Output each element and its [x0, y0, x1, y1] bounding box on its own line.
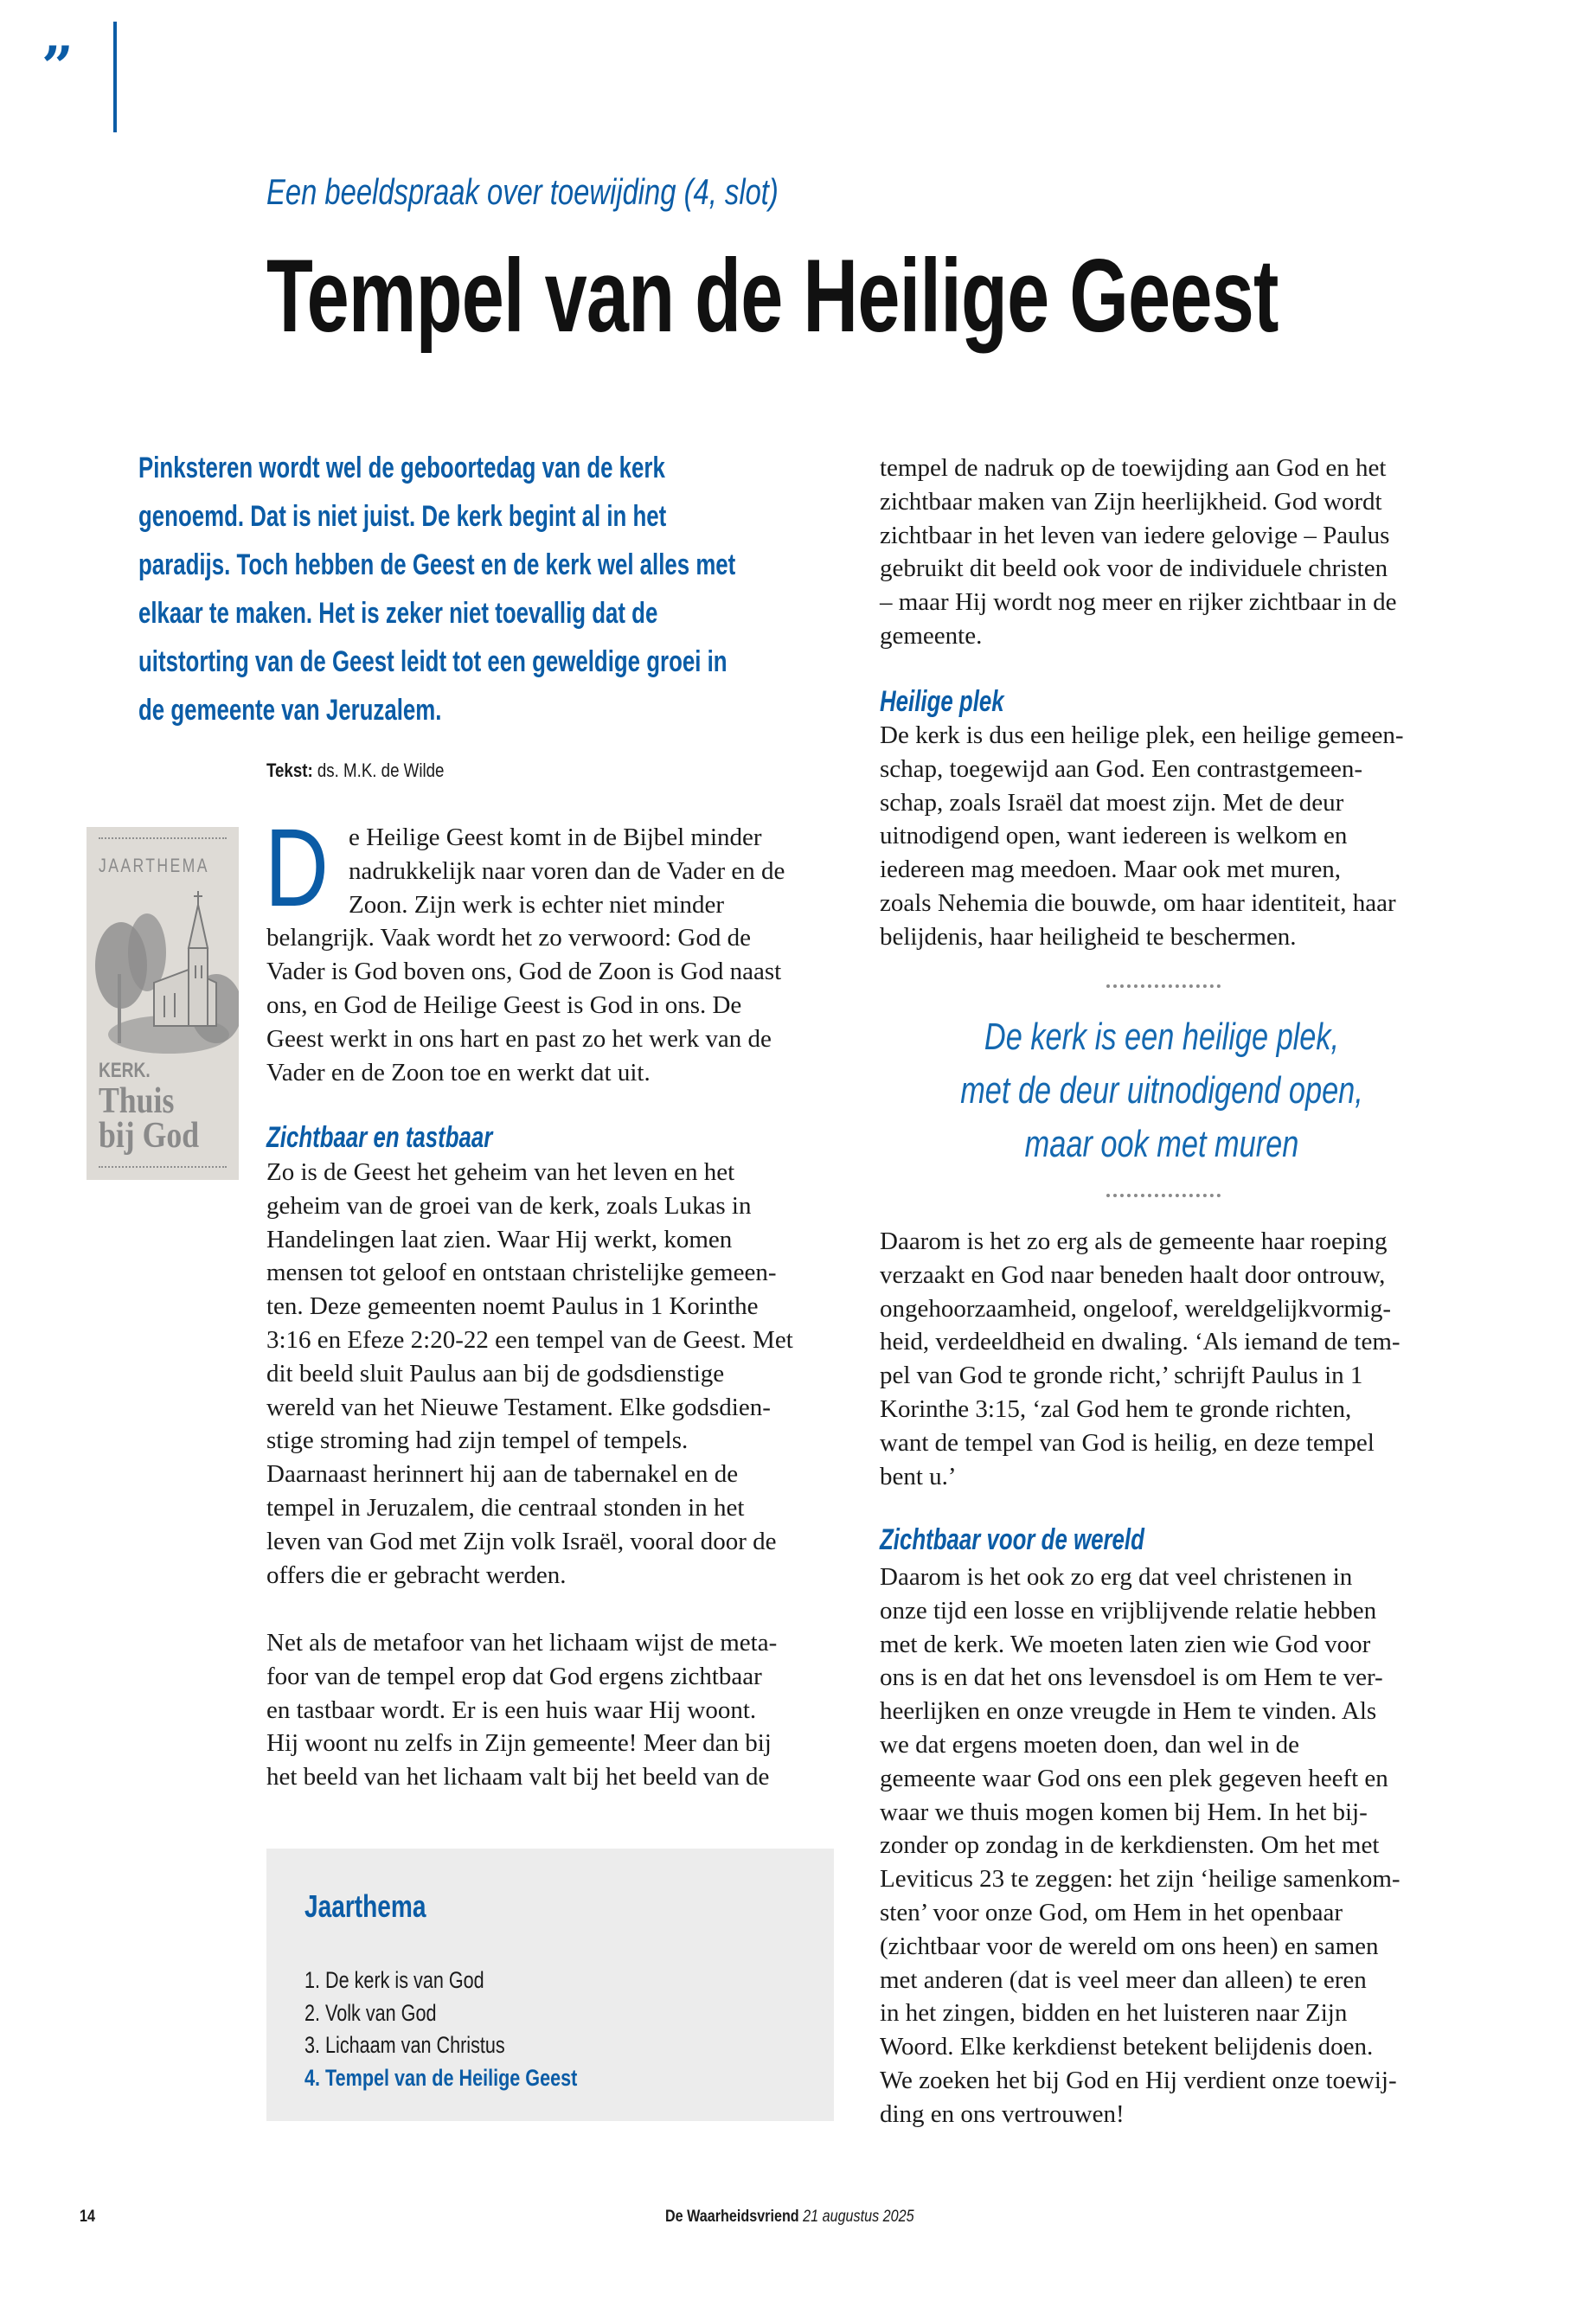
body-paragraph	[880, 719, 1404, 954]
text-line: waar we thuis mogen komen bij Hem. In het bij-	[880, 1798, 1368, 1826]
text-line: 3:16 en Efeze 2:20-22 een tempel van de Geest. Met	[266, 1325, 793, 1354]
article-subtitle: Een beeldspraak over toewijding (4, slot)	[266, 171, 779, 212]
text-line: ongehoorzaamheid, ongeloof, wereldgelijkvormig-	[880, 1294, 1392, 1323]
text-line: geheim van de groei van de kerk, zoals Lukas in	[266, 1191, 752, 1220]
text-line: wereld van het Nieuwe Testament. Elke godsdien-	[266, 1393, 771, 1421]
text-line: belangrijk. Vaak wordt het zo verwoord: God de	[266, 924, 751, 952]
text-line: want de tempel van God is heilig, en deze tempel	[880, 1428, 1375, 1457]
text-line: Net als de metafoor van het lichaam wijst de meta-	[266, 1629, 778, 1657]
text-line: stige stroming had zijn tempel of tempels.	[266, 1426, 689, 1455]
text-line: zonder op zondag in de kerkdiensten. Om het met	[880, 1831, 1380, 1860]
text-line: Handelingen laat zien. Waar Hij werkt, komen	[266, 1225, 733, 1253]
text-line: ten. Deze gemeenten noemt Paulus in 1 Korinthe	[266, 1292, 759, 1321]
pullquote-divider-bottom	[1106, 1194, 1221, 1197]
text-line: e Heilige Geest komt in de Bijbel minder	[349, 824, 762, 851]
text-line: foor van de tempel erop dat God ergens zichtbaar	[266, 1662, 762, 1690]
series-badge-label: JAARTHEMA	[99, 855, 209, 876]
series-overview-list	[304, 1965, 645, 2094]
text-line: iedereen mag meedoen. Maar ook met muren,	[880, 856, 1342, 884]
header-divider	[113, 22, 117, 132]
text-line: dit beeld sluit Paulus aan bij de godsdienstige	[266, 1359, 725, 1388]
text-line: heid, verdeeldheid en dwaling. ‘Als iemand de tem-	[880, 1328, 1401, 1356]
body-paragraph	[880, 452, 1397, 653]
text-line: met de kerk. We moeten laten zien wie God voor	[880, 1630, 1371, 1658]
text-line: gebruikt dit beeld ook voor de individuele christen	[880, 554, 1388, 583]
text-line: Korinthe 3:15, ‘zal God hem te gronde richten,	[880, 1394, 1352, 1423]
text-line: Woord. Elke kerkdienst betekent belijdenis doen.	[880, 2033, 1374, 2061]
text-line: zoals Nehemia die bouwde, om haar identiteit, haar	[880, 888, 1396, 917]
body-paragraph	[266, 1156, 793, 1592]
series-badge-line1: Thuis	[99, 1081, 175, 1121]
text-line: zichtbaar maken van Zijn heerlijkheid. God wordt	[880, 487, 1382, 516]
text-line: nadrukkelijk naar voren dan de Vader en de	[349, 856, 785, 885]
text-line: elkaar te maken. Het is zeker niet toevallig dat de	[138, 597, 658, 630]
body-paragraph	[880, 1225, 1401, 1493]
text-line: Daarom is het ook zo erg dat veel christenen in	[880, 1563, 1353, 1591]
text-line: sten’ voor onze God, om Hem in het openbaar	[880, 1898, 1343, 1926]
drop-cap: D	[265, 806, 329, 930]
pull-quote	[902, 1010, 1421, 1171]
text-line: tempel in Jeruzalem, die centraal stonden in het	[266, 1493, 745, 1522]
text-line: onze tijd een losse en vrijblijvende relatie hebben	[880, 1596, 1377, 1625]
series-item: 3. Lichaam van Christus	[304, 2032, 505, 2058]
series-item: 1. De kerk is van God	[304, 1967, 484, 1993]
text-line: schap, toegewijd aan God. Een contrastgemeen-	[880, 754, 1363, 783]
text-line: ons, en God de Heilige Geest is God in ons. De	[266, 990, 742, 1019]
text-line: leven van God met Zijn volk Israël, vooral door de	[266, 1527, 777, 1555]
article-title: Tempel van de Heilige Geest	[266, 238, 1279, 354]
text-line: gemeente.	[880, 621, 983, 650]
text-line: genoemd. Dat is niet juist. De kerk begint al in het	[138, 500, 667, 533]
author-name: ds. M.K. de Wilde	[317, 760, 445, 781]
text-line: maar ook met muren	[1024, 1123, 1299, 1165]
divider	[99, 1166, 227, 1168]
text-line: in het zingen, bidden en het luisteren naar Zijn	[880, 1999, 1348, 2028]
series-overview-box	[266, 1849, 834, 2121]
text-line: Hij woont nu zelfs in Zijn gemeente! Meer dan bij	[266, 1729, 772, 1758]
text-line: gemeente waar God ons een plek gegeven heeft en	[880, 1764, 1388, 1792]
text-line: paradijs. Toch hebben de Geest en de kerk wel alles met	[138, 548, 736, 581]
text-line: ons is en dat het ons levensdoel is om Hem te ver-	[880, 1663, 1383, 1692]
page-number: 14	[80, 2208, 95, 2226]
author-label: Tekst:	[266, 760, 313, 781]
text-line: verzaakt en God naar beneden haalt door ontrouw,	[880, 1260, 1386, 1289]
text-line: Geest werkt in ons hart en past zo het werk van de	[266, 1024, 772, 1053]
section-heading: Zichtbaar en tastbaar	[266, 1121, 493, 1154]
publication-date: 21 augustus 2025	[803, 2208, 914, 2226]
series-item: 4. Tempel van de Heilige Geest	[304, 2064, 578, 2091]
intro-paragraph	[138, 444, 924, 734]
text-line: met de deur uitnodigend open,	[960, 1069, 1363, 1112]
text-line: we dat ergens moeten doen, dan wel in de	[880, 1730, 1300, 1759]
text-line: – maar Hij wordt nog meer en rijker zichtbaar in de	[880, 588, 1397, 617]
series-badge-line2: bij God	[99, 1116, 200, 1156]
text-line: met anderen (dat is veel meer dan alleen) te eren	[880, 1965, 1367, 1994]
church-illustration	[87, 888, 239, 1061]
text-line: Vader en de Zoon toe en werkt dat uit.	[266, 1058, 651, 1086]
text-line: zichtbaar in het leven van iedere gelovige – Paulus	[880, 521, 1390, 549]
text-line: Daarom is het zo erg als de gemeente haar roeping	[880, 1227, 1388, 1255]
text-line: Zoon. Zijn werk is echter niet minder	[349, 890, 725, 919]
text-line: en tastbaar wordt. Er is een huis waar Hij woont.	[266, 1695, 757, 1724]
publication-name: De Waarheidsvriend	[665, 2208, 799, 2226]
text-line: Daarnaast herinnert hij aan de tabernakel en de	[266, 1460, 739, 1489]
closing-quote-icon: ”	[42, 35, 74, 99]
text-line: uitstorting van de Geest leidt tot een geweldige groei in	[138, 645, 727, 678]
series-item: 2. Volk van God	[304, 1999, 437, 2026]
text-line: offers die er gebracht werden.	[266, 1561, 567, 1589]
series-badge	[87, 827, 239, 1180]
text-line: Leviticus 23 te zeggen: het zijn ‘heilige samenkom-	[880, 1865, 1401, 1894]
section-heading: Zichtbaar voor de wereld	[880, 1523, 1144, 1556]
text-line: Vader is God boven ons, God de Zoon is God naast	[266, 958, 782, 986]
section-heading: Heilige plek	[880, 685, 1004, 718]
text-line: bent u.’	[880, 1462, 957, 1490]
series-overview-title: Jaarthema	[304, 1888, 426, 1924]
text-line: tempel de nadruk op de toewijding aan God en het	[880, 454, 1387, 482]
text-line: De kerk is een heilige plek,	[984, 1016, 1340, 1058]
body-paragraph	[266, 821, 785, 1089]
text-line: mensen tot geloof en ontstaan christelijke gemeen-	[266, 1259, 777, 1287]
text-line: Pinksteren wordt wel de geboortedag van de kerk	[138, 452, 665, 484]
text-line: schap, zoals Israël dat moest zijn. Met de deur	[880, 788, 1344, 817]
divider	[99, 837, 227, 839]
text-line: (zichtbaar voor de wereld om ons heen) en samen	[880, 1932, 1379, 1960]
text-line: We zoeken het bij God en Hij verdient onze toewij-	[880, 2066, 1397, 2094]
body-paragraph	[266, 1626, 777, 1794]
footer-publication	[665, 2208, 914, 2227]
text-line: het beeld van het lichaam valt bij het beeld van de	[266, 1763, 770, 1791]
body-paragraph	[880, 1561, 1401, 2131]
text-line: De kerk is dus een heilige plek, een heilige gemeen-	[880, 721, 1404, 749]
text-line: heerlijken en onze vreugde in Hem te vinden. Als	[880, 1697, 1377, 1726]
pullquote-divider-top	[1106, 984, 1221, 988]
text-line: de gemeente van Jeruzalem.	[138, 694, 442, 727]
text-line: uitnodigend open, want iedereen is welkom en	[880, 822, 1348, 850]
text-line: pel van God te gronde richt,’ schrijft Paulus in 1	[880, 1362, 1363, 1390]
author-credit	[266, 760, 444, 782]
series-badge-kerk: KERK.	[99, 1059, 151, 1082]
text-line: Zo is de Geest het geheim van het leven en het	[266, 1158, 735, 1186]
text-line: belijdenis, haar heiligheid te beschermen.	[880, 922, 1297, 951]
text-line: ding en ons vertrouwen!	[880, 2099, 1125, 2128]
